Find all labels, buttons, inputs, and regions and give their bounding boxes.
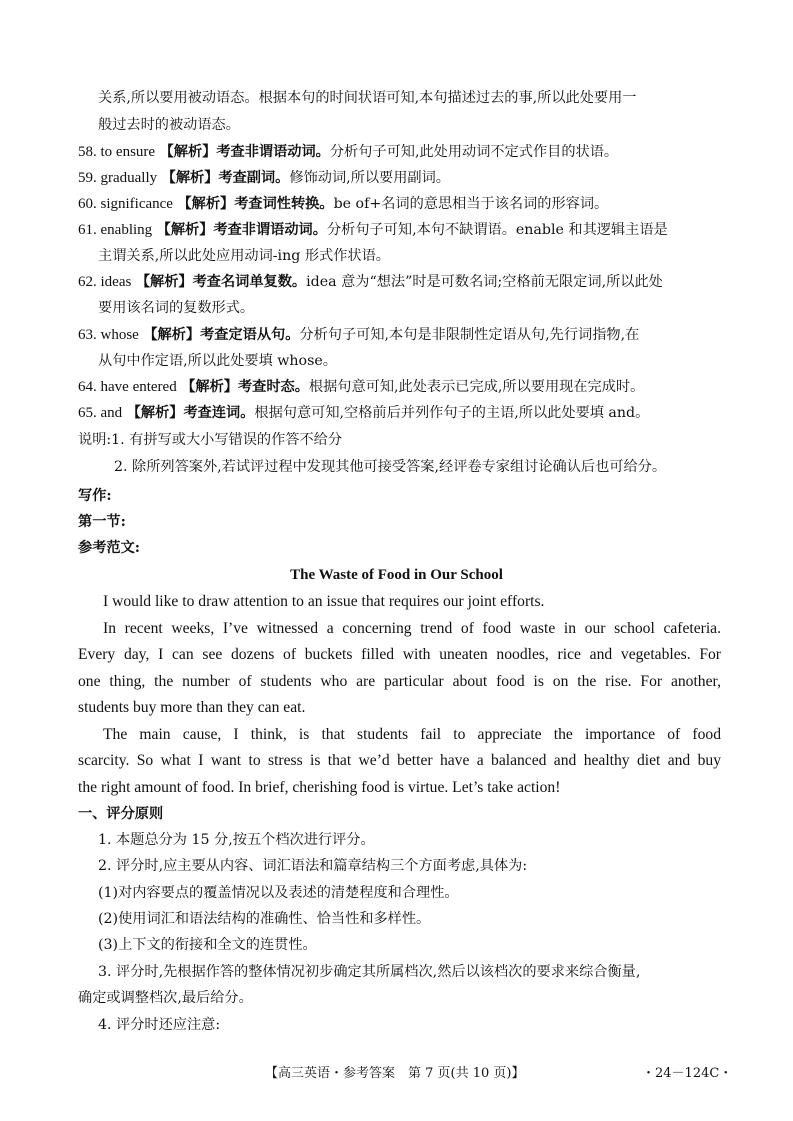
essay-line: Every day, I can see dozens of buckets filled with uneaten noodles, rice and vegetables. For [78, 646, 721, 663]
writing-heading: 写作: [78, 488, 112, 504]
grading-heading: 一、评分原则 [78, 806, 164, 822]
analysis-text: 根据句意可知,此处表示已完成,所以要用现在完成时。 [308, 379, 645, 395]
answer-value: 65. and [78, 405, 123, 421]
grading-point: 1. 本题总分为 15 分,按五个档次进行评分。 [98, 832, 375, 848]
analysis-text: 根据句意可知,空格前后并列作句子的主语,所以此处要填 and。 [254, 405, 650, 421]
writing-section: 第一节: [78, 514, 126, 530]
note-2: 2. 除所列答案外,若试评过程中发现其他可接受答案,经评卷专家组讨论确认后也可给分。 [114, 459, 667, 475]
answer-value: 62. ideas [78, 274, 132, 290]
answer-63 [78, 326, 721, 344]
answer-value: 64. have entered [78, 379, 177, 395]
essay-line: The main cause, I think, is that students fail to appreciate the importance of food [103, 726, 721, 743]
essay-line: students buy more than they can eat. [78, 699, 306, 716]
answer-61-cont: 主谓关系,所以此处应用动词-ing 形式作状语。 [98, 248, 390, 264]
answer-65 [78, 404, 721, 422]
grading-subpoint: (1)对内容要点的覆盖情况以及表述的清楚程度和合理性。 [98, 885, 459, 901]
grading-subpoint: (3)上下文的衔接和全文的连贯性。 [98, 937, 317, 953]
analysis-tag: 【解析】考查词性转换。 [177, 196, 334, 212]
essay-title: The Waste of Food in Our School [290, 567, 503, 583]
analysis-tag: 【解析】考查定语从句。 [143, 327, 300, 343]
analysis-tag: 【解析】考查时态。 [181, 379, 309, 395]
essay-line: one thing, the number of students who are particular about food is on the rise. For another, [78, 673, 721, 690]
analysis-text: 分析句子可知,本句是非限制性定语从句,先行词指物,在 [299, 327, 640, 343]
paper-code: ・24－124C・ [642, 1066, 733, 1081]
note-1 [78, 431, 721, 449]
analysis-tag: 【解析】考查连词。 [126, 405, 255, 421]
analysis-tag: 【解析】考查名词单复数。 [135, 274, 307, 290]
answer-62-cont: 要用该名词的复数形式。 [98, 300, 255, 316]
grading-subpoint: (2)使用词汇和语法结构的准确性、恰当性和多样性。 [98, 911, 431, 927]
grading-point: 3. 评分时,先根据作答的整体情况初步确定其所属档次,然后以该档次的要求来综合衡量, [98, 964, 641, 980]
analysis-tag: 【解析】考查非谓语动词。 [156, 222, 327, 238]
answer-continuation: 般过去时的被动语态。 [98, 117, 240, 133]
analysis-text: 修饰动词,所以要用副词。 [289, 170, 450, 186]
answer-61 [78, 221, 721, 239]
notes-heading: 说明: [78, 432, 112, 448]
analysis-text: 分析句子可知,本句不缺谓语。enable 和其逻辑主语是 [326, 222, 668, 238]
analysis-tag: 【解析】考查副词。 [161, 170, 290, 186]
sample-essay-heading: 参考范文: [78, 540, 140, 556]
answer-60 [78, 195, 721, 213]
essay-line: the right amount of food. In brief, cherishing food is virtue. Let’s take action! [78, 779, 561, 796]
grading-point: 2. 评分时,应主要从内容、词汇语法和篇章结构三个方面考虑,具体为: [98, 858, 528, 874]
essay-line: In recent weeks, I’ve witnessed a concerning trend of food waste in our school cafeteria. [103, 620, 721, 637]
analysis-tag: 【解析】考查非谓语动词。 [159, 144, 330, 160]
answer-63-cont: 从句中作定语,所以此处要填 whose。 [98, 353, 337, 369]
grading-point-cont: 确定或调整档次,最后给分。 [78, 990, 253, 1006]
essay-line: scarcity. So what I want to stress is that we’d better have a balanced and healthy diet and buy [78, 752, 721, 769]
answer-value: 63. whose [78, 327, 139, 343]
analysis-text: be of+名词的意思相当于该名词的形容词。 [333, 196, 609, 212]
analysis-text: idea 意为“想法”时是可数名词;空格前无限定词,所以此处 [306, 274, 663, 290]
answer-62 [78, 273, 721, 291]
answer-58 [78, 143, 721, 161]
answer-64 [78, 378, 721, 396]
grading-point: 4. 评分时还应注意: [98, 1017, 221, 1033]
answer-value: 60. significance [78, 196, 173, 212]
answer-continuation: 关系,所以要用被动语态。根据本句的时间状语可知,本句描述过去的事,所以此处要用一 [98, 90, 637, 106]
essay-line: I would like to draw attention to an issue that requires our joint efforts. [103, 593, 545, 610]
answer-value: 58. to ensure [78, 144, 156, 160]
analysis-text: 分析句子可知,此处用动词不定式作目的状语。 [329, 144, 619, 160]
answer-value: 59. gradually [78, 170, 158, 186]
note-text: 1. 有拼写或大小写错误的作答不给分 [111, 432, 343, 448]
page-footer: 【高三英语・参考答案 第 7 页(共 10 页)】 [265, 1066, 525, 1081]
answer-value: 61. enabling [78, 222, 153, 238]
answer-59 [78, 169, 721, 187]
